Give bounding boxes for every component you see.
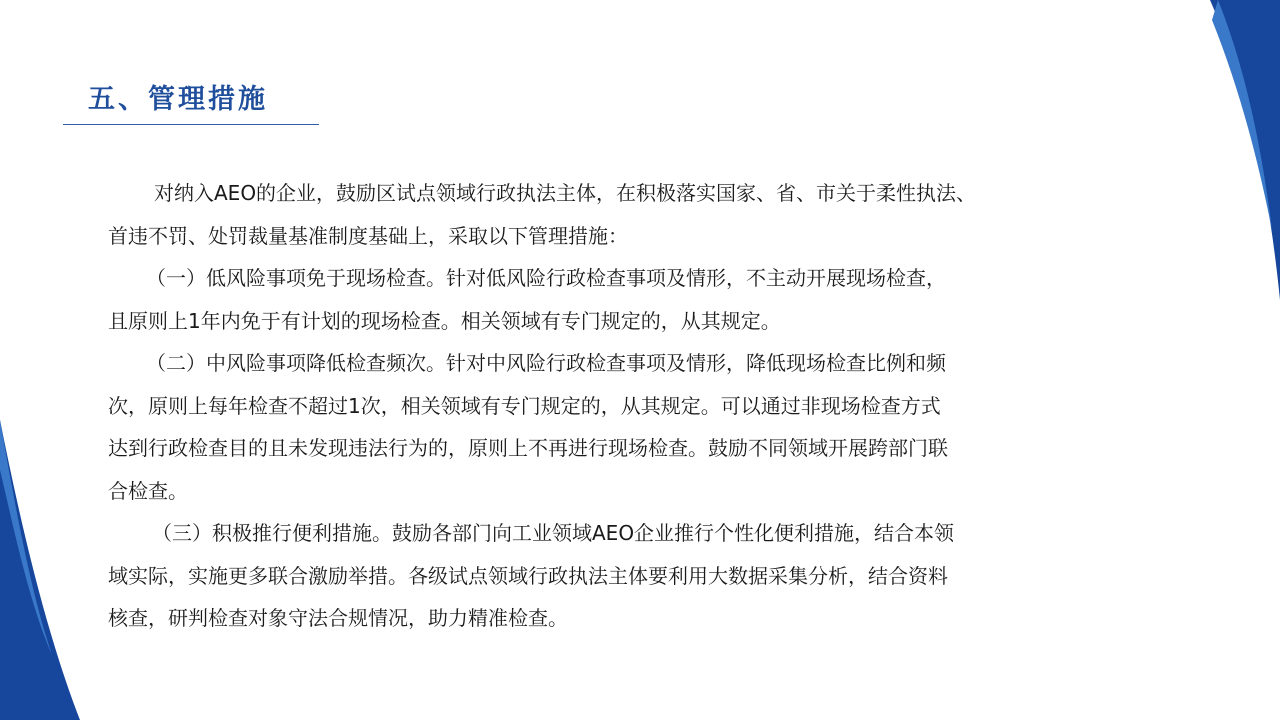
slide-body (108, 172, 1138, 640)
paragraph-medium-risk-line-4: 合检查。 (108, 478, 188, 503)
paragraph-low-risk-line-1: （一）低风险事项免于现场检查。针对低风险行政检查事项及情形，不主动开展现场检查， (146, 266, 946, 290)
slide-title: 五、管理措施 (88, 84, 268, 115)
paragraph-intro-line-1: 对纳入AEO的企业，鼓励区试点领域行政执法主体，在积极落实国家、省、市关于柔性执法、 (154, 181, 977, 205)
paragraph-facilitation-line-3: 核查，研判检查对象守法合规情况，助力精准检查。 (108, 606, 568, 630)
right-swoosh-dark (1210, 0, 1280, 300)
paragraph-facilitation-line-2: 域实际，实施更多联合激励举措。各级试点领域行政执法主体要利用大数据采集分析，结合资料 (108, 563, 948, 588)
paragraph-intro-line-2: 首违不罚、处罚裁量基准制度基础上，采取以下管理措施： (108, 223, 628, 248)
left-swoosh-dark (0, 420, 80, 720)
paragraph-medium-risk-line-1: （二）中风险事项降低检查频次。针对中风险行政检查事项及情形，降低现场检查比例和频 (146, 351, 946, 375)
title-underline (63, 124, 319, 125)
paragraph-medium-risk-line-3: 达到行政检查目的且未发现违法行为的，原则上不再进行现场检查。鼓励不同领域开展跨部门联 (108, 436, 948, 460)
paragraph-medium-risk-line-2: 次，原则上每年检查不超过1次，相关领域有专门规定的，从其规定。可以通过非现场检查方式 (108, 393, 941, 418)
paragraph-low-risk-line-2: 且原则上1年内免于有计划的现场检查。相关领域有专门规定的，从其规定。 (108, 308, 781, 333)
paragraph-facilitation-line-1: （三）积极推行便利措施。鼓励各部门向工业领域AEO企业推行个性化便利措施，结合本领 (152, 521, 955, 545)
